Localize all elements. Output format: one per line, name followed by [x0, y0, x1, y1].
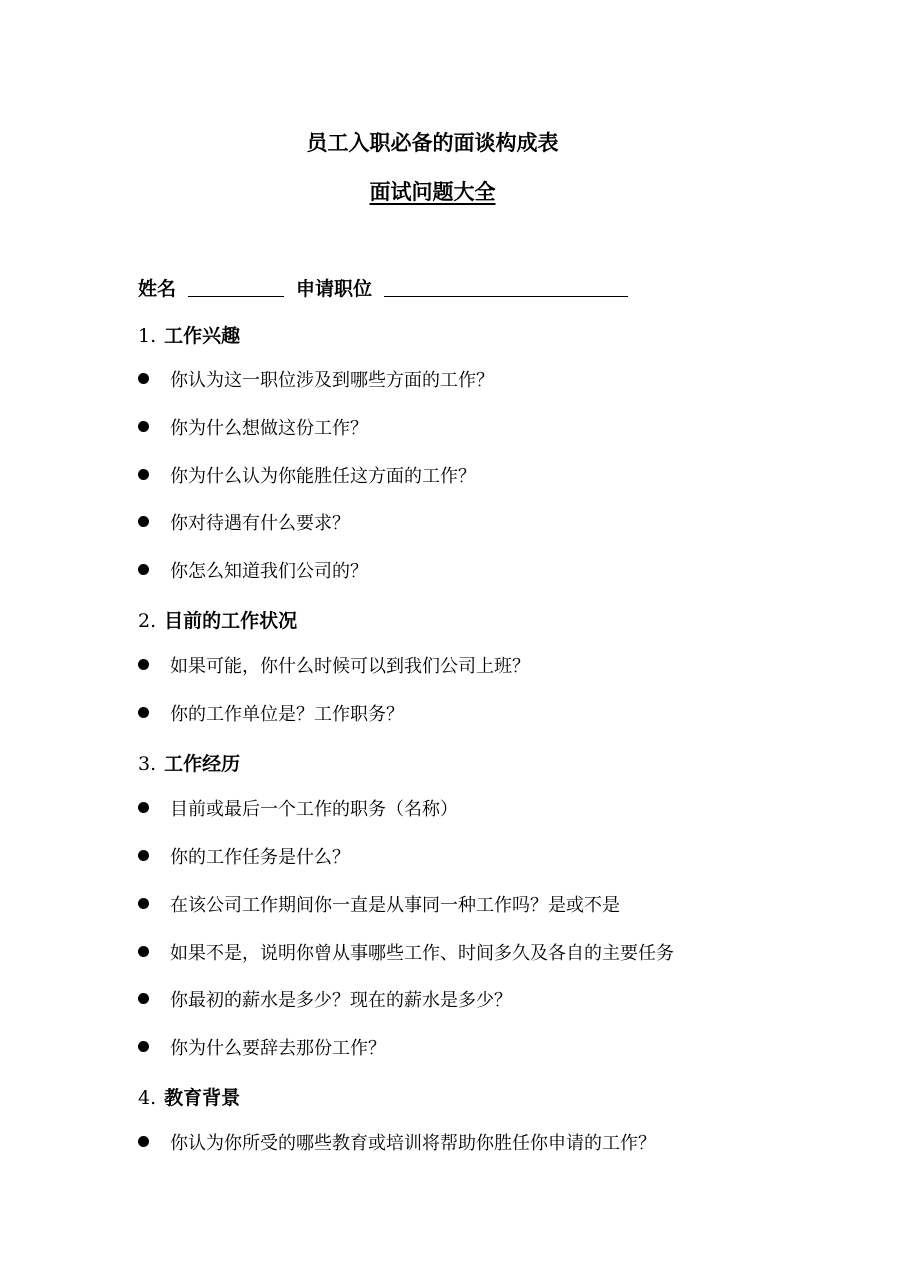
list-item	[138, 845, 350, 871]
list-item	[138, 511, 350, 537]
document-subtitle-text: 面试问题大全	[369, 180, 496, 204]
list-item-text: 你为什么想做这份工作？	[170, 418, 368, 439]
list-item-text: 目前或最后一个工作的职务（名称）	[170, 799, 458, 820]
list-item-text: 你为什么要辞去那份工作？	[170, 1038, 386, 1059]
section-title: 工作经历	[164, 753, 241, 775]
bullet-icon	[138, 659, 149, 670]
bullet-icon	[138, 516, 149, 527]
list-item-text: 你为什么认为你能胜任这方面的工作？	[170, 466, 476, 487]
list-item-text: 如果不是，说明你曾从事哪些工作、时间多久及各自的主要任务	[170, 943, 674, 964]
section-title: 工作兴趣	[164, 325, 241, 347]
section-heading-current-status	[138, 608, 297, 634]
section-title: 教育背景	[164, 1087, 241, 1109]
section-number: 2.	[138, 610, 157, 632]
name-label: 姓名	[138, 278, 177, 300]
bullet-icon	[138, 898, 149, 909]
position-blank	[384, 278, 628, 297]
list-item	[138, 1131, 656, 1157]
list-item-text: 你对待遇有什么要求？	[170, 513, 350, 534]
position-label: 申请职位	[296, 278, 373, 300]
document-title: 员工入职必备的面谈构成表	[306, 131, 559, 155]
section-number: 1.	[138, 325, 157, 347]
list-item-text: 你的工作单位是？工作职务？	[170, 704, 404, 725]
list-item	[138, 464, 476, 490]
bullet-icon	[138, 707, 149, 718]
section-heading-education	[138, 1085, 240, 1111]
list-item	[138, 559, 368, 585]
list-item-text: 你最初的薪水是多少？现在的薪水是多少？	[170, 990, 512, 1011]
section-title: 目前的工作状况	[164, 610, 298, 632]
name-blank	[188, 278, 284, 297]
list-item	[138, 1036, 386, 1062]
section-number: 4.	[138, 1087, 157, 1109]
list-item-text: 你认为你所受的哪些教育或培训将帮助你胜任你申请的工作？	[170, 1133, 656, 1154]
section-heading-work-interest	[138, 323, 240, 349]
bullet-icon	[138, 421, 149, 432]
bullet-icon	[138, 564, 149, 575]
list-item-text: 你认为这一职位涉及到哪些方面的工作？	[170, 370, 494, 391]
bullet-icon	[138, 1041, 149, 1052]
list-item-text: 你怎么知道我们公司的？	[170, 561, 368, 582]
bullet-icon	[138, 850, 149, 861]
list-item	[138, 941, 674, 967]
list-item	[138, 416, 368, 442]
list-item-text: 如果可能，你什么时候可以到我们公司上班？	[170, 656, 530, 677]
list-item	[138, 893, 620, 919]
bullet-icon	[138, 946, 149, 957]
list-item-text: 在该公司工作期间你一直是从事同一种工作吗？是或不是	[170, 895, 620, 916]
list-item	[138, 368, 494, 394]
bullet-icon	[138, 1136, 149, 1147]
list-item	[138, 797, 458, 823]
applicant-info-line	[138, 276, 628, 302]
bullet-icon	[138, 469, 149, 480]
list-item	[138, 654, 530, 680]
list-item-text: 你的工作任务是什么？	[170, 847, 350, 868]
section-heading-work-experience	[138, 751, 240, 777]
document-subtitle	[0, 179, 887, 205]
list-item	[138, 702, 404, 728]
list-item	[138, 988, 512, 1014]
section-number: 3.	[138, 753, 157, 775]
bullet-icon	[138, 993, 149, 1004]
bullet-icon	[138, 802, 149, 813]
bullet-icon	[138, 373, 149, 384]
